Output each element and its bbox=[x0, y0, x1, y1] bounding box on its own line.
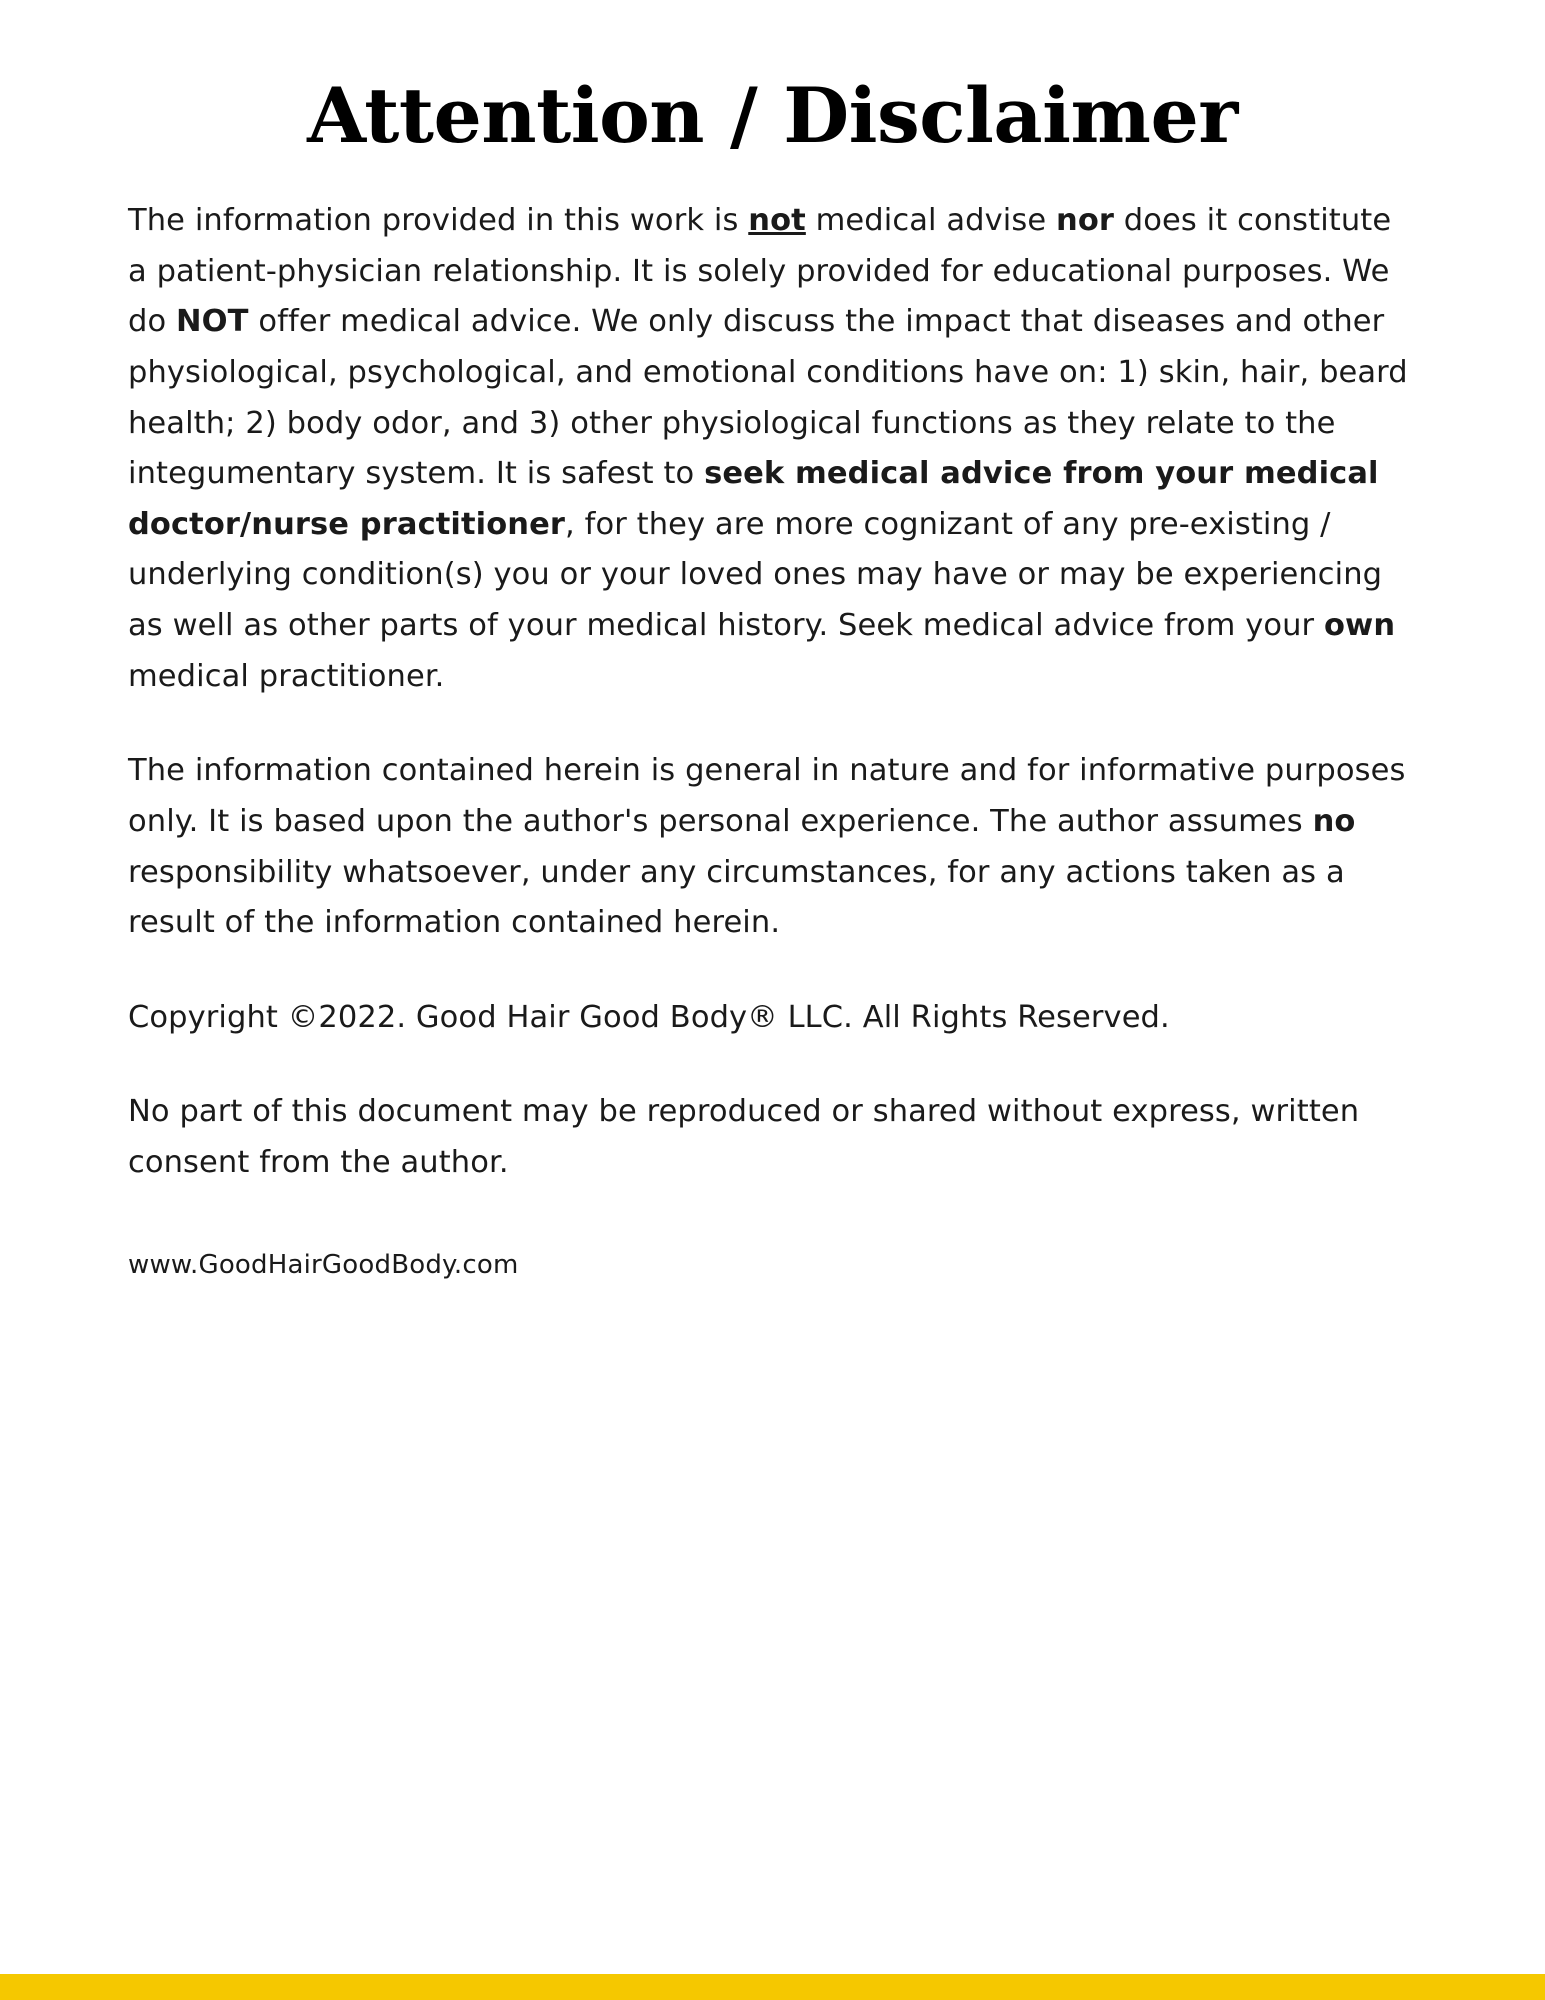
text-run: The information provided in this work is bbox=[128, 203, 749, 238]
paragraph-disclaimer-general bbox=[128, 746, 1417, 949]
text-run: seek medical advice from your medical doctor/nurse practitioner bbox=[128, 456, 1379, 542]
text-run: does it constitute a patient-physician relationship. It is solely provided for educational purposes. We do bbox=[128, 203, 1392, 340]
website-url: www.GoodHairGoodBody.com bbox=[128, 1249, 519, 1280]
paragraph-copyright bbox=[128, 993, 1417, 1044]
text-run: nor bbox=[1056, 203, 1115, 238]
text-run: not bbox=[748, 203, 806, 238]
paragraph-reproduction-notice bbox=[128, 1087, 1417, 1188]
text-run: The information contained herein is general in nature and for informative purposes only. It is based upon the author's personal experience. The author assumes bbox=[128, 753, 1406, 839]
text-run: medical advise bbox=[805, 203, 1056, 238]
text-run: no bbox=[1312, 803, 1356, 839]
text-run: offer medical advice. We only discuss the impact that diseases and other physiological, psychological, and emotional conditions have on: 1) skin, hair, beard health; 2) body odor, and 3) other physiological functions as they relate to the integumentary system. It is safest to bbox=[128, 304, 1408, 492]
page-title: Attention / Disclaimer bbox=[307, 71, 1238, 160]
text-run: , for they are more cognizant of any pre-existing / underlying condition(s) you or your loved ones may have or may be experiencing as well as other parts of your medical history. Seek medical advice from your bbox=[128, 506, 1383, 643]
footer-accent-bar bbox=[0, 1974, 1545, 2000]
text-run: No part of this document may be reproduced or shared without express, written consent from the author. bbox=[128, 1094, 1360, 1180]
text-run: Copyright ©2022. Good Hair Good Body® LLC. All Rights Reserved. bbox=[128, 999, 1170, 1035]
text-run: medical practitioner. bbox=[128, 658, 445, 694]
paragraph-disclaimer-medical bbox=[128, 196, 1417, 702]
text-run: own bbox=[1323, 608, 1396, 643]
text-run: NOT bbox=[176, 304, 249, 340]
text-run: responsibility whatsoever, under any circumstances, for any actions taken as a result of the information contained herein. bbox=[128, 854, 1345, 941]
